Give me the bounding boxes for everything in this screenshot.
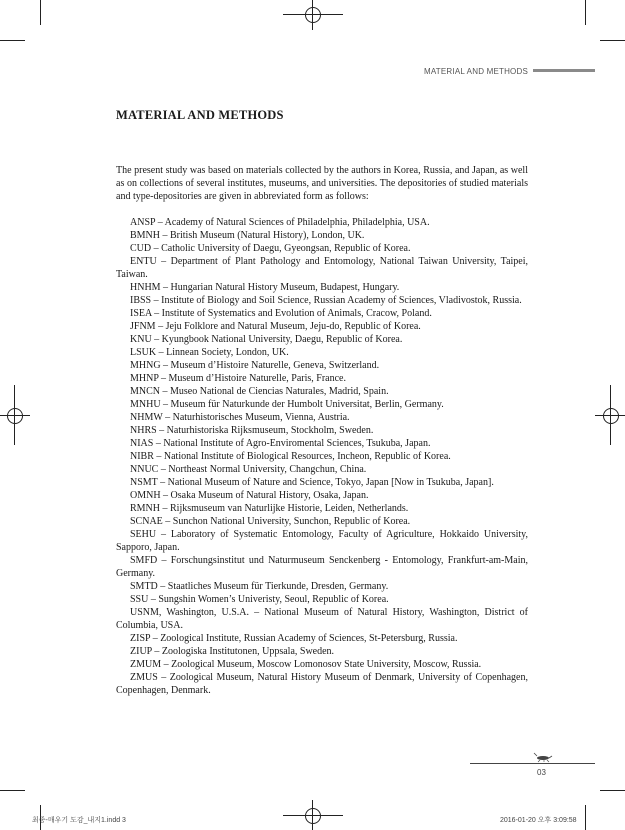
crop-mark	[600, 790, 625, 791]
registration-mark-bottom	[305, 808, 321, 824]
depository-entry: BMNH – British Museum (Natural History), London, UK.	[130, 230, 365, 241]
depository-entry: ISEA – Institute of Systematics and Evolution of Animals, Cracow, Poland.	[130, 308, 432, 319]
depository-entry: SCNAE – Sunchon National University, Sunchon, Republic of Korea.	[130, 516, 411, 527]
running-header-bar	[533, 69, 595, 72]
depository-entry: NHRS – Naturhistoriska Rijksmuseum, Stockholm, Sweden.	[130, 425, 374, 436]
crop-mark	[0, 790, 25, 791]
depository-entry: CUD – Catholic University of Daegu, Gyeongsan, Republic of Korea.	[130, 243, 411, 254]
running-header: MATERIAL AND METHODS	[423, 67, 528, 76]
depository-entry: JFNM – Jeju Folklore and Natural Museum, Jeju-do, Republic of Korea.	[130, 321, 421, 332]
depository-entry: MNHU – Museum für Naturkunde der Humbolt Universitat, Berlin, Germany.	[130, 399, 444, 410]
section-title: MATERIAL AND METHODS	[116, 108, 284, 122]
depository-entry: ZMUM – Zoological Museum, Moscow Lomonosov State University, Moscow, Russia.	[130, 659, 482, 670]
crop-mark	[585, 0, 586, 25]
depository-entry: NIBR – National Institute of Biological Resources, Incheon, Republic of Korea.	[130, 451, 451, 462]
print-slug-filename: 최종-매우기 도감_내지1.indd 3	[32, 817, 126, 824]
depository-entry: NHMW – Naturhistorisches Museum, Vienna, Austria.	[130, 412, 350, 423]
crop-mark	[585, 805, 586, 830]
depository-entry: MHNG – Museum d’Histoire Naturelle, Geneva, Switzerland.	[130, 360, 380, 371]
registration-mark-top	[305, 7, 321, 23]
depository-entry: IBSS – Institute of Biology and Soil Science, Russian Academy of Sciences, Vladivostok, Russia.	[130, 295, 522, 306]
registration-mark-right	[603, 408, 619, 424]
depository-entry: ENTU – Department of Plant Pathology and Entomology, National Taiwan University, Taipei, Taiwan.	[116, 256, 528, 280]
print-slug-timestamp: 2016-01-20 오후 3:09:58	[500, 817, 577, 824]
body-text	[116, 164, 528, 697]
depository-entry: ZMUS – Zoological Museum, Natural History Museum of Denmark, University of Copenhagen, Copenhagen, Denmark.	[116, 672, 528, 696]
depository-entry: MHNP – Museum d’Histoire Naturelle, Paris, France.	[130, 373, 346, 384]
depository-entry: ZIUP – Zoologiska Institutonen, Uppsala, Sweden.	[130, 646, 335, 657]
depository-entry: OMNH – Osaka Museum of Natural History, Osaka, Japan.	[130, 490, 369, 501]
depository-entry: SEHU – Laboratory of Systematic Entomology, Faculty of Agriculture, Hokkaido University, Sapporo, Japan.	[116, 529, 528, 553]
depository-entry: SMFD – Forschungsinstitut und Naturmuseum Senckenberg - Entomology, Frankfurt-am-Main, Germany.	[116, 555, 528, 579]
depository-entry: KNU – Kyungbook National University, Daegu, Republic of Korea.	[130, 334, 403, 345]
insect-icon	[533, 751, 553, 763]
depository-entry: HNHM – Hungarian Natural History Museum, Budapest, Hungary.	[130, 282, 400, 293]
page-number-rule	[470, 763, 595, 764]
depository-entry: NIAS – National Institute of Agro-Enviromental Sciences, Tsukuba, Japan.	[130, 438, 431, 449]
depository-entry: NNUC – Northeast Normal University, Changchun, China.	[130, 464, 367, 475]
depository-entry: ANSP – Academy of Natural Sciences of Philadelphia, Philadelphia, USA.	[130, 217, 430, 228]
registration-mark-left	[7, 408, 23, 424]
depository-entry: LSUK – Linnean Society, London, UK.	[130, 347, 289, 358]
depository-entry: RMNH – Rijksmuseum van Naturlijke Historie, Leiden, Netherlands.	[130, 503, 409, 514]
crop-mark	[40, 0, 41, 25]
page-number: 03	[537, 768, 546, 777]
depository-entry: USNM, Washington, U.S.A. – National Museum of Natural History, Washington, District of Columbia, USA.	[116, 607, 528, 631]
depository-entry: SMTD – Staatliches Museum für Tierkunde, Dresden, Germany.	[130, 581, 389, 592]
depository-list	[116, 216, 528, 697]
depository-entry: SSU – Sungshin Women’s Univeristy, Seoul, Republic of Korea.	[130, 594, 389, 605]
crop-mark	[0, 40, 25, 41]
intro-paragraph: The present study was based on materials collected by the authors in Korea, Russia, and Japan, as well as on collections of several institutes, museums, and universities. The depositories of studied materials and type-depositories are given in abbreviated form as follows:	[116, 165, 528, 202]
crop-mark	[600, 40, 625, 41]
depository-entry: ZISP – Zoological Institute, Russian Academy of Sciences, St-Petersburg, Russia.	[130, 633, 458, 644]
depository-entry: MNCN – Museo National de Ciencias Naturales, Madrid, Spain.	[130, 386, 389, 397]
depository-entry: NSMT – National Museum of Nature and Science, Tokyo, Japan [Now in Tsukuba, Japan].	[130, 477, 494, 488]
